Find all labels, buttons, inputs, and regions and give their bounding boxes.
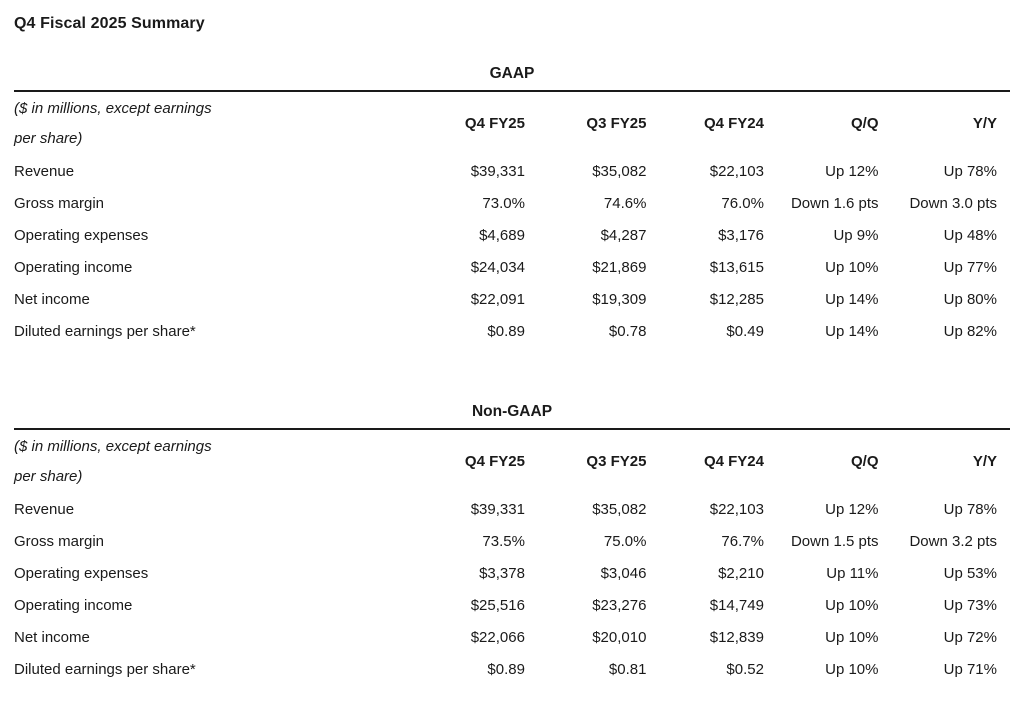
table-units-note <box>14 91 404 155</box>
row-label: Revenue <box>14 162 75 180</box>
cell-value: 73.5% <box>482 532 525 550</box>
table-units-note-line1: ($ in millions, except earnings <box>14 99 212 117</box>
cell-value: $39,331 <box>470 500 525 518</box>
cell-value: Up 77% <box>943 258 997 276</box>
cell-value: Up 12% <box>825 500 879 518</box>
cell-value: Up 11% <box>826 564 879 582</box>
cell-value: $0.49 <box>726 322 764 340</box>
cell-value: Up 53% <box>943 564 997 582</box>
cell-value: $22,066 <box>470 628 525 646</box>
table-units-note-line2: per share) <box>14 467 83 485</box>
row-label: Gross margin <box>14 532 105 550</box>
row-label: Operating income <box>14 596 133 614</box>
table-row <box>14 653 1010 685</box>
non-gaap-heading: Non-GAAP <box>471 403 553 420</box>
table-row <box>14 219 1010 251</box>
cell-value: 76.0% <box>721 194 764 212</box>
non-gaap-table <box>14 428 1010 685</box>
row-label: Operating expenses <box>14 564 149 582</box>
column-header: Q3 FY25 <box>586 453 647 470</box>
cell-value: Up 82% <box>943 322 997 340</box>
cell-value: Up 12% <box>825 162 879 180</box>
cell-value: Up 80% <box>943 290 997 308</box>
cell-value: Down 1.6 pts <box>790 194 879 212</box>
table-row <box>14 315 1010 347</box>
cell-value: $22,103 <box>709 162 764 180</box>
cell-value: $35,082 <box>592 162 647 180</box>
cell-value: $25,516 <box>470 596 525 614</box>
cell-value: $0.52 <box>726 660 764 678</box>
cell-value: $0.89 <box>487 660 525 678</box>
cell-value: $12,839 <box>709 628 764 646</box>
column-header: Q/Q <box>850 115 879 132</box>
cell-value: 73.0% <box>482 194 525 212</box>
gaap-section <box>14 64 1010 347</box>
column-header: Q4 FY25 <box>464 115 525 132</box>
cell-value: Up 10% <box>825 628 879 646</box>
column-header: Q4 FY25 <box>464 453 525 470</box>
cell-value: 75.0% <box>603 532 647 550</box>
row-label: Diluted earnings per share* <box>14 322 196 340</box>
table-row <box>14 557 1010 589</box>
row-label: Operating expenses <box>14 226 149 244</box>
table-row <box>14 155 1010 187</box>
cell-value: $14,749 <box>709 596 764 614</box>
column-header: Q4 FY24 <box>703 453 764 470</box>
table-units-note <box>14 429 404 493</box>
column-header: Q4 FY24 <box>703 115 764 132</box>
cell-value: $19,309 <box>592 290 647 308</box>
table-row <box>14 251 1010 283</box>
cell-value: Down 3.2 pts <box>909 532 997 550</box>
cell-value: Down 3.0 pts <box>909 194 997 212</box>
cell-value: Down 1.5 pts <box>790 532 879 550</box>
cell-value: Up 14% <box>825 322 879 340</box>
page-title: Q4 Fiscal 2025 Summary <box>14 15 205 32</box>
cell-value: Up 10% <box>825 596 879 614</box>
cell-value: Up 78% <box>943 500 997 518</box>
table-row <box>14 187 1010 219</box>
table-units-note-line1: ($ in millions, except earnings <box>14 437 212 455</box>
cell-value: $3,176 <box>718 226 764 244</box>
cell-value: Up 9% <box>833 226 879 244</box>
cell-value: $4,689 <box>479 226 525 244</box>
cell-value: $3,046 <box>600 564 647 582</box>
column-header: Y/Y <box>972 115 997 132</box>
cell-value: $35,082 <box>592 500 647 518</box>
cell-value: $0.89 <box>487 322 525 340</box>
cell-value: $4,287 <box>600 226 647 244</box>
table-header-row <box>14 429 1010 493</box>
row-label: Gross margin <box>14 194 105 212</box>
cell-value: $20,010 <box>592 628 647 646</box>
cell-value: $12,285 <box>709 290 764 308</box>
table-header-row <box>14 91 1010 155</box>
cell-value: 76.7% <box>721 532 764 550</box>
cell-value: Up 14% <box>825 290 879 308</box>
cell-value: $39,331 <box>470 162 525 180</box>
cell-value: 74.6% <box>603 194 647 212</box>
table-row <box>14 525 1010 557</box>
column-header: Q/Q <box>850 453 879 470</box>
cell-value: Up 10% <box>825 660 879 678</box>
cell-value: Up 48% <box>943 226 997 244</box>
cell-value: $0.78 <box>608 322 647 340</box>
cell-value: Up 71% <box>943 660 997 678</box>
gaap-heading: GAAP <box>489 65 535 82</box>
column-header: Y/Y <box>972 453 997 470</box>
table-row <box>14 283 1010 315</box>
cell-value: $0.81 <box>608 660 647 678</box>
table-row <box>14 589 1010 621</box>
cell-value: Up 10% <box>825 258 879 276</box>
table-row <box>14 621 1010 653</box>
gaap-table <box>14 90 1010 347</box>
column-header: Q3 FY25 <box>586 115 647 132</box>
table-units-note-line2: per share) <box>14 129 83 147</box>
non-gaap-section <box>14 402 1010 685</box>
row-label: Net income <box>14 628 90 646</box>
cell-value: Up 78% <box>943 162 997 180</box>
cell-value: $22,103 <box>709 500 764 518</box>
row-label: Operating income <box>14 258 133 276</box>
cell-value: $24,034 <box>470 258 525 276</box>
cell-value: $2,210 <box>718 564 764 582</box>
cell-value: $21,869 <box>592 258 647 276</box>
row-label: Net income <box>14 290 90 308</box>
cell-value: Up 73% <box>943 596 997 614</box>
cell-value: $13,615 <box>709 258 764 276</box>
row-label: Revenue <box>14 500 75 518</box>
row-label: Diluted earnings per share* <box>14 660 196 678</box>
cell-value: $23,276 <box>592 596 647 614</box>
cell-value: Up 72% <box>943 628 997 646</box>
cell-value: $3,378 <box>479 564 525 582</box>
table-row <box>14 493 1010 525</box>
cell-value: $22,091 <box>470 290 525 308</box>
